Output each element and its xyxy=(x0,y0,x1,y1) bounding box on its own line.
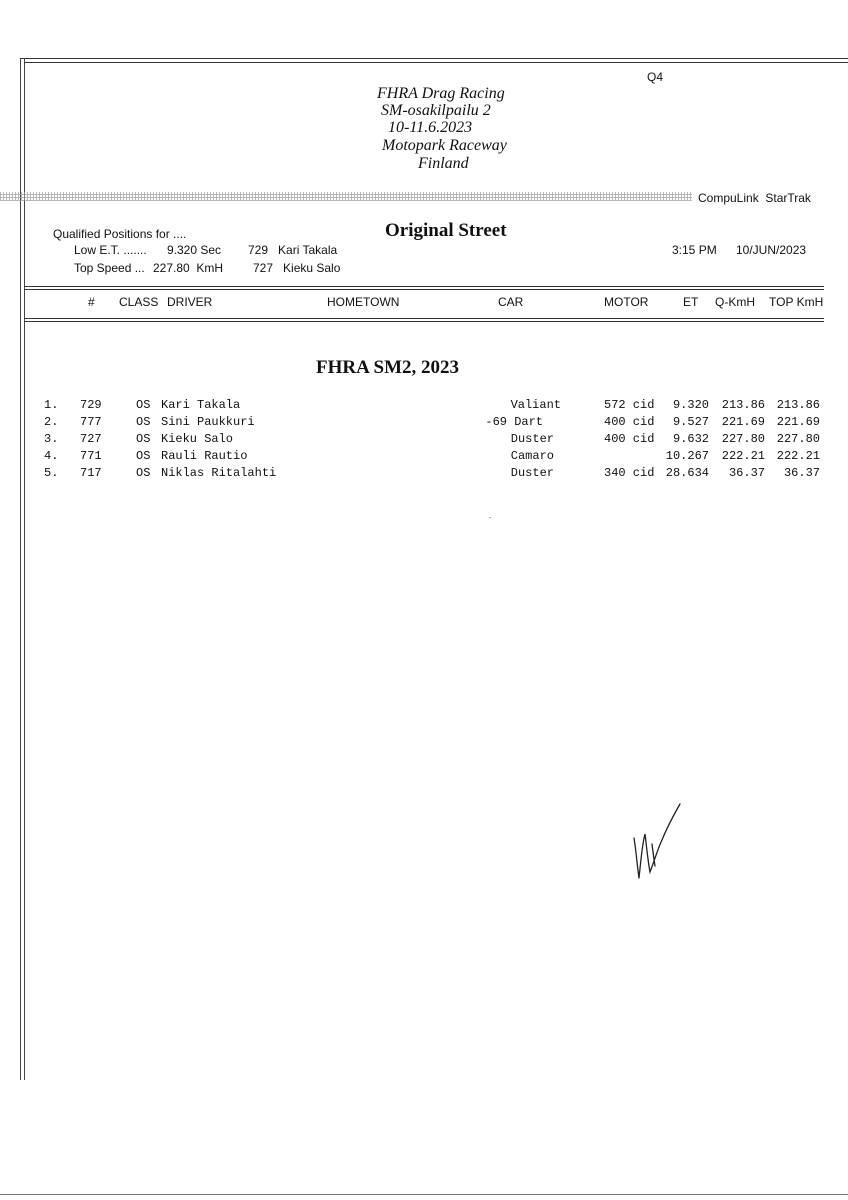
row-pos: 3. xyxy=(44,432,59,446)
low-et-label: Low E.T. ....... xyxy=(74,243,147,257)
page-code: Q4 xyxy=(647,70,664,84)
row-pos: 1. xyxy=(44,398,59,412)
row-pos: 2. xyxy=(44,415,59,429)
row-motor: 400 cid xyxy=(604,415,655,429)
row-top: 221.69 xyxy=(776,415,820,429)
header-dotted-band xyxy=(0,192,692,201)
header-rule-top xyxy=(24,286,824,287)
row-class: OS xyxy=(136,432,151,446)
row-et: 9.320 xyxy=(672,398,709,412)
left-border-line xyxy=(20,58,21,1080)
row-qkmh: 213.86 xyxy=(721,398,765,412)
row-class: OS xyxy=(136,398,151,412)
row-motor: 400 cid xyxy=(604,432,655,446)
top-speed-label: Top Speed ... xyxy=(74,261,145,275)
row-top: 227.80 xyxy=(776,432,820,446)
top-border-line-inner xyxy=(24,62,848,63)
handwritten-signature xyxy=(628,800,688,884)
row-et: 10.267 xyxy=(665,449,709,463)
header-rule-bottom xyxy=(24,318,824,319)
row-pos: 5. xyxy=(44,466,59,480)
row-num: 717 xyxy=(80,466,102,480)
row-num: 727 xyxy=(80,432,102,446)
col-header-driver: DRIVER xyxy=(167,295,213,309)
row-motor: 572 cid xyxy=(604,398,655,412)
bottom-page-edge xyxy=(0,1194,848,1195)
event-country: Finland xyxy=(418,155,469,172)
row-driver: Kieku Salo xyxy=(161,432,234,446)
row-top: 222.21 xyxy=(776,449,820,463)
col-header-class: CLASS xyxy=(119,295,159,309)
row-qkmh: 221.69 xyxy=(721,415,765,429)
row-class: OS xyxy=(136,415,151,429)
left-border-line-inner xyxy=(24,58,25,1080)
header-rule-top-2 xyxy=(24,289,824,290)
event-venue: Motopark Raceway xyxy=(382,137,507,154)
low-et-holder: 729 Kari Takala xyxy=(248,243,338,257)
event-dates: 10-11.6.2023 xyxy=(388,119,473,136)
event-name: FHRA Drag Racing xyxy=(377,85,505,102)
report-time: 3:15 PM xyxy=(672,243,717,257)
row-pos: 4. xyxy=(44,449,59,463)
col-header-hometown: HOMETOWN xyxy=(327,295,400,309)
row-et: 9.527 xyxy=(672,415,709,429)
system-label: CompuLink StarTrak xyxy=(698,191,811,205)
row-car: Valiant xyxy=(510,398,561,412)
col-header-car: CAR xyxy=(498,295,524,309)
col-header-et: ET xyxy=(683,295,699,309)
qualified-label: Qualified Positions for .... xyxy=(53,227,187,241)
row-driver: Niklas Ritalahti xyxy=(161,466,277,480)
row-car: -69 Dart xyxy=(485,415,543,429)
top-border-line xyxy=(20,58,848,59)
row-car: Duster xyxy=(510,432,554,446)
row-qkmh: 227.80 xyxy=(721,432,765,446)
row-qkmh: 222.21 xyxy=(721,449,765,463)
row-driver: Rauli Rautio xyxy=(161,449,248,463)
row-driver: Sini Paukkuri xyxy=(161,415,255,429)
col-header-motor: MOTOR xyxy=(604,295,649,309)
section-title: FHRA SM2, 2023 xyxy=(316,357,460,378)
row-et: 28.634 xyxy=(665,466,709,480)
row-driver: Kari Takala xyxy=(161,398,241,412)
row-class: OS xyxy=(136,466,151,480)
low-et-value: 9.320 Sec xyxy=(167,243,222,257)
row-qkmh: 36.37 xyxy=(728,466,765,480)
row-class: OS xyxy=(136,449,151,463)
row-num: 771 xyxy=(80,449,102,463)
top-speed-holder: 727 Kieku Salo xyxy=(253,261,341,275)
event-subtitle: SM-osakilpailu 2 xyxy=(381,102,491,119)
col-header-num: # xyxy=(88,295,95,309)
row-num: 729 xyxy=(80,398,102,412)
row-motor: 340 cid xyxy=(604,466,655,480)
col-header-qkmh: Q-KmH xyxy=(715,295,755,309)
class-title: Original Street xyxy=(385,220,507,241)
report-date: 10/JUN/2023 xyxy=(736,243,807,257)
col-header-top: TOP KmH xyxy=(769,295,824,309)
row-top: 36.37 xyxy=(783,466,820,480)
row-et: 9.632 xyxy=(672,432,709,446)
header-rule-bottom-2 xyxy=(24,321,824,322)
row-num: 777 xyxy=(80,415,102,429)
row-car: Duster xyxy=(510,466,554,480)
row-top: 213.86 xyxy=(776,398,820,412)
row-car: Camaro xyxy=(510,449,554,463)
top-speed-value: 227.80 KmH xyxy=(153,261,224,275)
paper-speck xyxy=(489,517,491,518)
